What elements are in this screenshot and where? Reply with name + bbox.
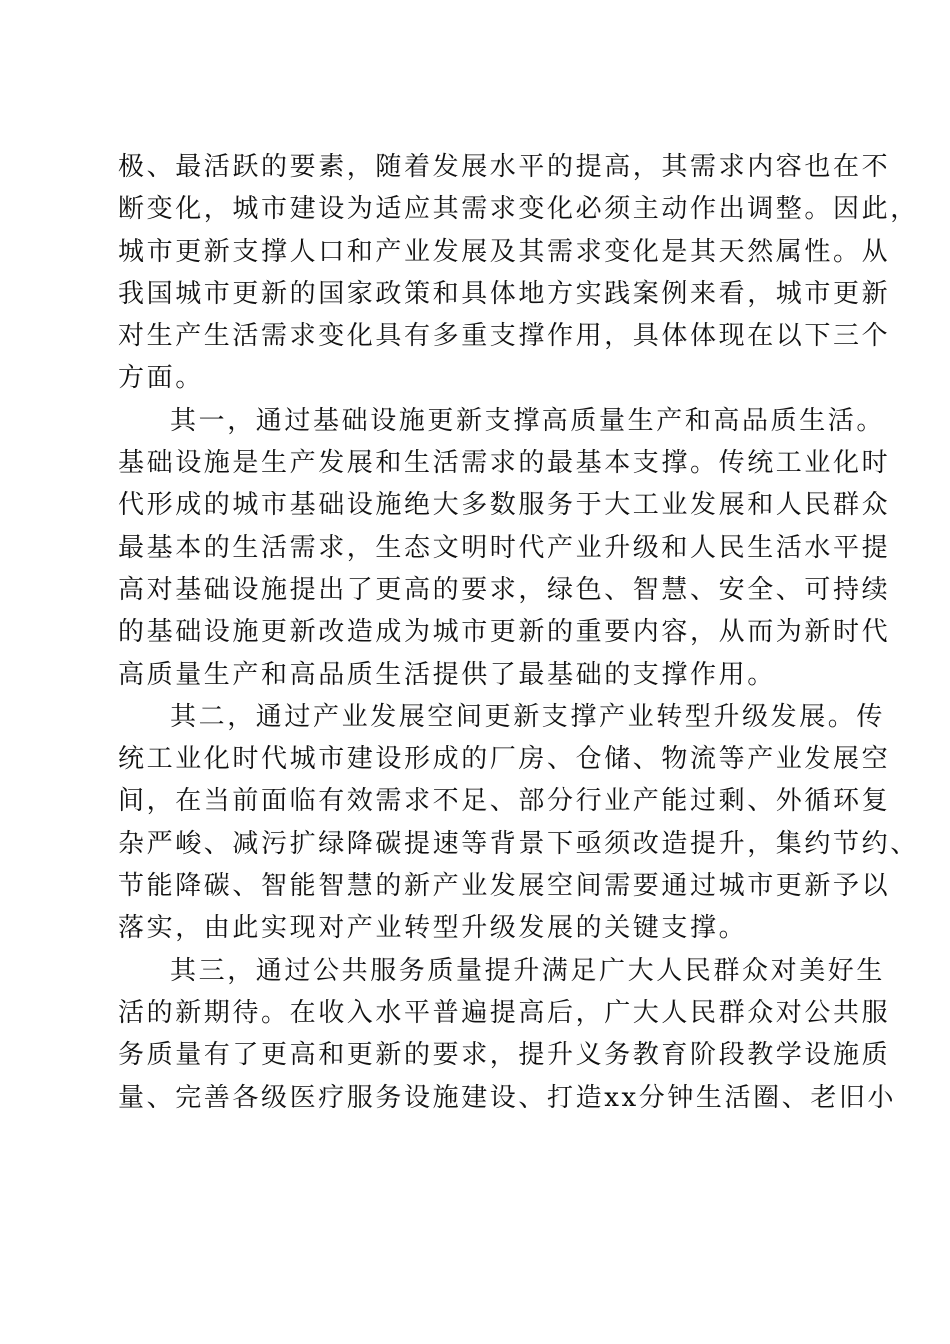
text-line: 最基本的生活需求，生态文明时代产业升级和人民生活水平提 xyxy=(118,532,891,563)
text-line: 断变化，城市建设为适应其需求变化必须主动作出调整。因此， xyxy=(118,194,919,225)
text-line: 基础设施是生产发展和生活需求的最基本支撑。传统工业化时 xyxy=(118,448,891,479)
text-line: 活的新期待。在收入水平普遍提高后，广大人民群众对公共服 xyxy=(118,997,891,1028)
text-line: 高对基础设施提出了更高的要求，绿色、智慧、安全、可持续 xyxy=(118,574,891,605)
body-text xyxy=(118,146,919,1119)
text-line: 统工业化时代城市建设形成的厂房、仓储、物流等产业发展空 xyxy=(118,744,891,775)
text-line: 的基础设施更新改造成为城市更新的重要内容，从而为新时代 xyxy=(118,617,891,648)
text-line: 高质量生产和高品质生活提供了最基础的支撑作用。 xyxy=(118,659,776,690)
text-line: 落实，由此实现对产业转型升级发展的关键支撑。 xyxy=(118,913,748,944)
text-line: 务质量有了更高和更新的要求，提升义务教育阶段教学设施质 xyxy=(118,1040,891,1071)
paragraph-start-line: 其一，通过基础设施更新支撑高质量生产和高品质生活。 xyxy=(170,405,886,436)
text-line: 量、完善各级医疗服务设施建设、打造xx分钟生活圈、老旧小 xyxy=(118,1082,897,1113)
text-line: 极、最活跃的要素，随着发展水平的提高，其需求内容也在不 xyxy=(118,152,891,182)
paragraph-start-line: 其三，通过公共服务质量提升满足广大人民群众对美好生 xyxy=(170,955,886,986)
text-line: 方面。 xyxy=(118,363,204,394)
text-line: 节能降碳、智能智慧的新产业发展空间需要通过城市更新予以 xyxy=(118,871,891,902)
text-line: 对生产生活需求变化具有多重支撑作用，具体体现在以下三个 xyxy=(118,321,891,352)
text-line: 代形成的城市基础设施绝大多数服务于大工业发展和人民群众 xyxy=(118,490,891,521)
text-line: 城市更新支撑人口和产业发展及其需求变化是其天然属性。从 xyxy=(118,236,891,267)
text-line: 我国城市更新的国家政策和具体地方实践案例来看，城市更新 xyxy=(118,278,891,309)
paragraph-start-line: 其二，通过产业发展空间更新支撑产业转型升级发展。传 xyxy=(170,701,886,732)
text-line: 间，在当前面临有效需求不足、部分行业产能过剩、外循环复 xyxy=(118,786,891,817)
text-line: 杂严峻、减污扩绿降碳提速等背景下亟须改造提升，集约节约、 xyxy=(118,828,919,859)
